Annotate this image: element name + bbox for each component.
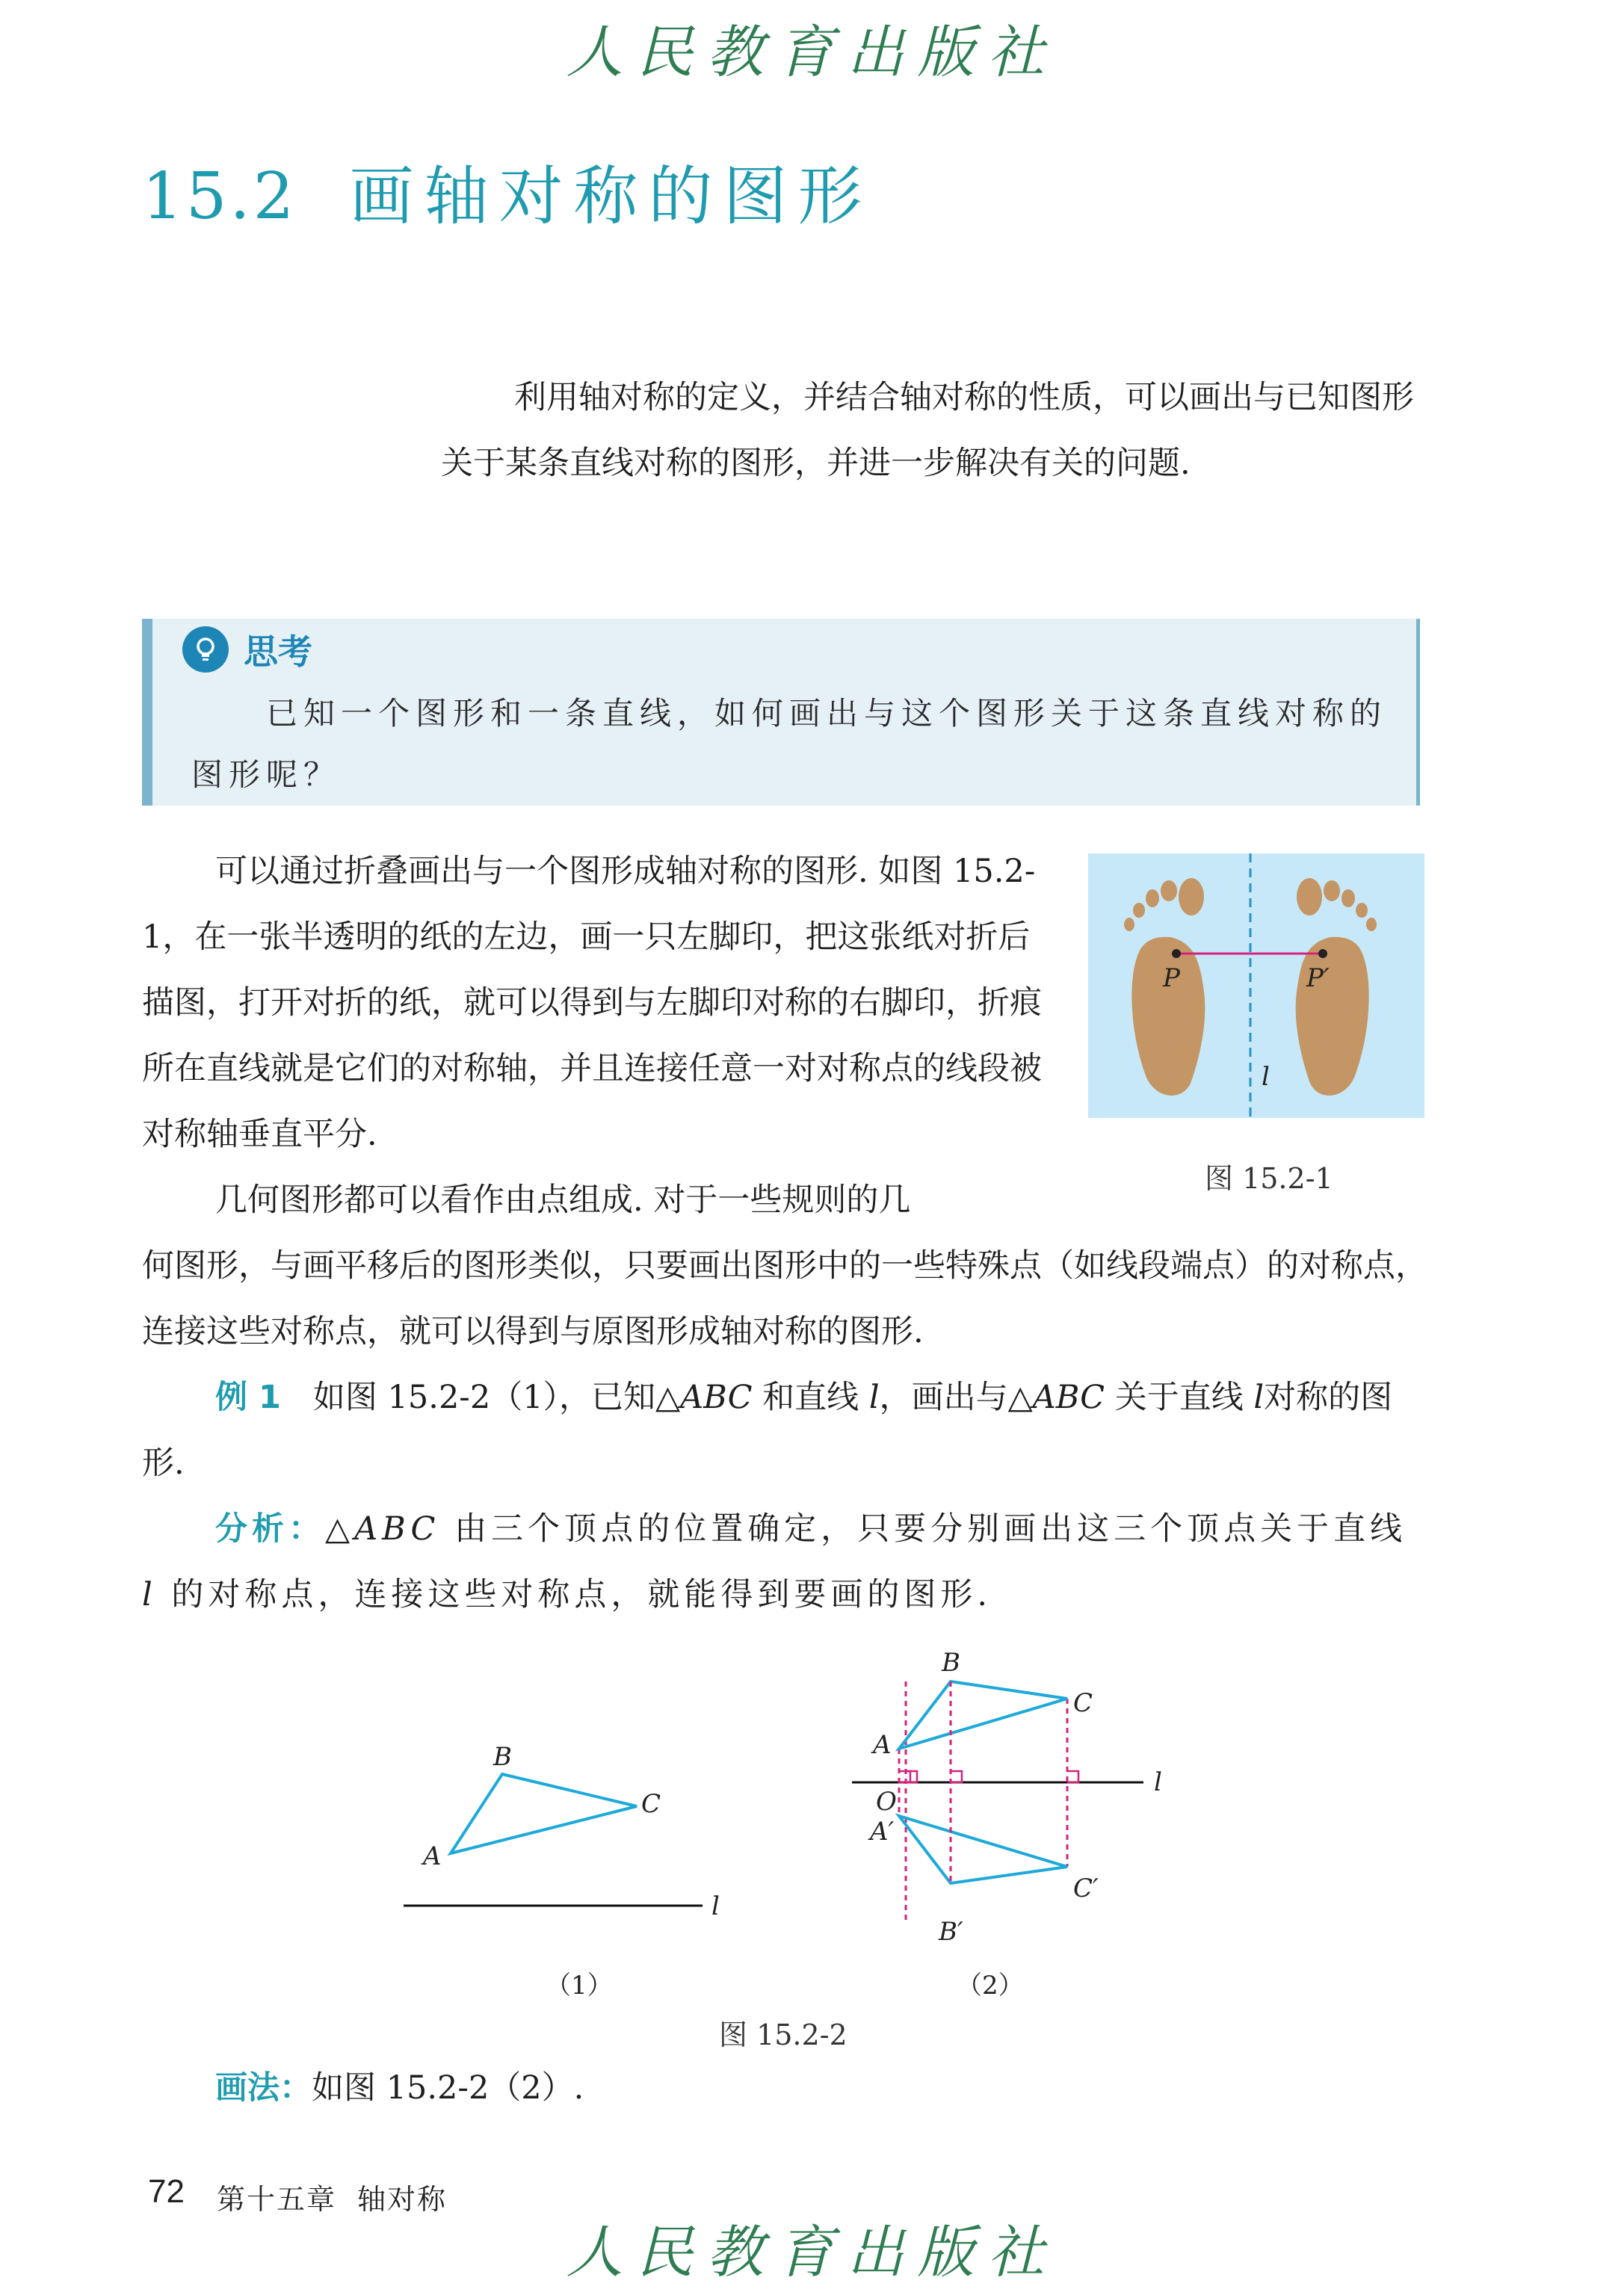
section-title [142, 159, 873, 234]
section-title-text: 画轴对称的图形 [349, 159, 873, 234]
analysis: 分析：△ABC 由三个顶点的位置确定，只要分别画出这三个顶点关于直线 l 的对称点，连接这些对称点，就能得到要画的图形. [142, 1510, 1407, 1613]
fig2-1-label-b: B [493, 1742, 512, 1772]
fig2-2-label-l: l [1154, 1767, 1162, 1797]
fig2-1-label-a: A [423, 1841, 442, 1871]
think-body: 已知一个图形和一条直线，如何画出与这个图形关于这条直线对称的图形呢？ [191, 695, 1388, 793]
drawing-label: 画法： [215, 2069, 312, 2107]
publisher-footer: 人民教育出版社 [566, 2219, 1058, 2285]
drawing-method [142, 2055, 1427, 2121]
page-number: 72 [148, 2173, 185, 2210]
paragraph-geometry-rest: 何图形，与画平移后的图形类似，只要画出图形中的一些特殊点（如线段端点）的对称点，连接这些对称点，就可以得到与原图形成轴对称的图形. [142, 1247, 1427, 1350]
fig2-2-label-a-prime: A′ [870, 1817, 895, 1847]
fig2-2-label-c: C [1073, 1688, 1093, 1718]
drawing-text: 如图 15.2-2（2）. [312, 2069, 584, 2107]
fig2-2-label-c-prime: C′ [1073, 1874, 1099, 1903]
subfigure-2 [852, 1648, 1162, 2001]
paragraph-folding: 可以通过折叠画出与一个图形成轴对称的图形. 如图 15.2-1，在一张半透明的纸的左边，画一只左脚印，把这张纸对折后描图，打开对折的纸，就可以得到与左脚印对称的右脚印，折痕所在直线就是它们的对称轴，并且连接任意一对对称点的线段被对称轴垂直平分. [142, 853, 1042, 1153]
publisher-header: 人民教育出版社 [566, 19, 1058, 85]
example-label: 例 1 [215, 1379, 281, 1416]
footer-section: 轴对称 [357, 2183, 448, 2216]
fig2-2-label-b: B [942, 1648, 960, 1678]
figure-15-2-2 [374, 1629, 1211, 2048]
fig2-1-label-l: l [711, 1891, 720, 1921]
intro-paragraph: 利用轴对称的定义，并结合轴对称的性质，可以画出与已知图形关于某条直线对称的图形，并进一步解决有关的问题. [441, 379, 1414, 482]
fig2-2-label-a: A [873, 1730, 892, 1760]
lightbulb-icon [182, 626, 229, 673]
label-axis-l: l [1262, 1062, 1270, 1092]
think-title: 思考 [244, 631, 312, 672]
label-p-prime: P′ [1306, 963, 1330, 993]
section-number: 15.2 [142, 159, 297, 234]
figure2-caption: 图 15.2-2 [719, 2018, 847, 2048]
fig2-1-label-c: C [641, 1789, 661, 1819]
subfigure-1 [404, 1742, 720, 2001]
figure-footprints [1088, 853, 1424, 1118]
fig2-2-label-b-prime: B′ [939, 1917, 963, 1947]
figure1-caption: 图 15.2-1 [1205, 1162, 1333, 1195]
think-box [142, 619, 1420, 806]
fig2-2-label-o: O [876, 1787, 897, 1817]
paragraph-geometry-start: 几何图形都可以看作由点组成. 对于一些规则的几 [215, 1182, 911, 1219]
think-header [182, 625, 312, 674]
label-p: P [1163, 963, 1180, 993]
fig2-2-caption: （2） [957, 1971, 1024, 2001]
example-1: 例 1 如图 15.2-2（1），已知△ABC 和直线 l，画出与△ABC 关于直线 l对称的图形. [142, 1379, 1393, 1482]
fig2-1-caption: （1） [546, 1971, 613, 2001]
analysis-label: 分析： [215, 1510, 325, 1548]
footer-chapter: 第十五章 [217, 2183, 337, 2216]
